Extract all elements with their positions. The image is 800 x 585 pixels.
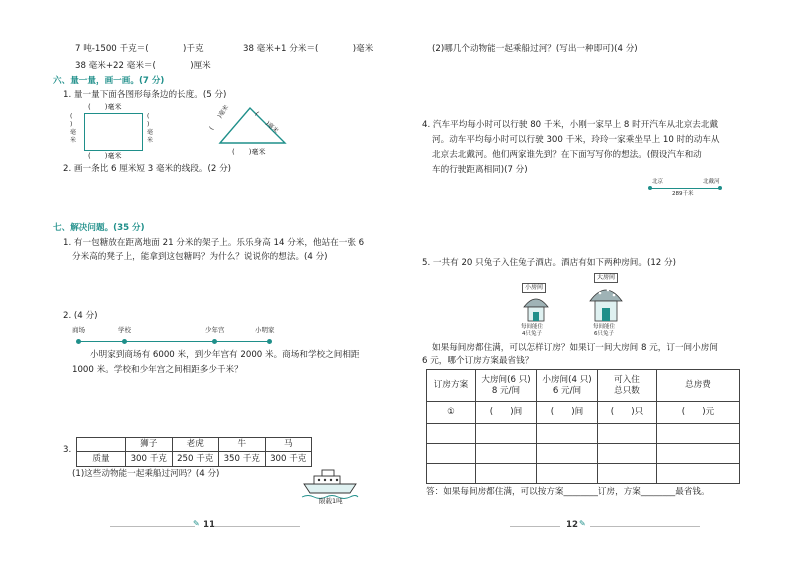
map-place-youth-palace: 少年宫: [205, 326, 225, 334]
table-cell: 300 千克: [126, 452, 173, 467]
table-row: [427, 444, 740, 464]
map-dot-xiaoming-home: [267, 339, 272, 344]
q4-line-3: 北京去北戴河。他们两家谁先到？在下面写写你的想法。(假设汽车和动: [432, 150, 702, 160]
s7-q1-line-1: 1. 有一包糖放在距离地面 21 分米的架子上。乐乐身高 14 分米，他站在一张 6: [63, 238, 365, 248]
table-cell[interactable]: ( )元: [657, 402, 740, 424]
table-row: [427, 402, 740, 424]
small-room-sign: 小房间: [522, 283, 546, 293]
table-cell[interactable]: [537, 444, 598, 464]
q4-from-label: 北京: [652, 179, 664, 185]
tri-right-label: ( )毫米: [253, 110, 280, 135]
table-header-cost: 总房费: [657, 370, 740, 402]
q5-line-3: 6 元，哪个订房方案最省钱？: [422, 356, 534, 366]
q4-dot-beijing: [648, 186, 652, 190]
q4-to-label: 北戴河: [703, 179, 720, 185]
map-place-school: 学校: [118, 326, 131, 334]
page-number-right: 12: [566, 520, 578, 530]
table-cell[interactable]: [657, 464, 740, 484]
booking-plan-table: [426, 369, 740, 484]
tri-left-label: ( )毫米: [208, 103, 231, 132]
animal-weight-table: [76, 437, 312, 467]
table-cell[interactable]: ( )只: [598, 402, 657, 424]
table-header-plan: 订房方案: [427, 370, 476, 402]
rect-left-label: ( ) 毫米: [70, 113, 77, 144]
q4-line-4: 车的行驶距离相同)(7 分): [432, 165, 528, 175]
section-7-title: 七、解决问题。(35 分): [53, 223, 145, 233]
page-footer-line-left: [110, 526, 195, 527]
table-cell[interactable]: [537, 464, 598, 484]
s7-q3-sub-1: (1)这些动物能一起乘船过河吗？(4 分): [72, 469, 220, 479]
table-cell[interactable]: [427, 424, 476, 444]
s7-q1-line-2: 分米高的凳子上，能拿到这包糖吗？为什么？说说你的想法。(4 分): [72, 252, 328, 262]
table-cell[interactable]: [657, 444, 740, 464]
table-header-big-room: 大房间(6 只) 8 元/间: [476, 370, 537, 402]
page-footer-line-right: [215, 526, 300, 527]
table-cell: 300 千克: [265, 452, 312, 467]
page-number-left: 11: [203, 520, 215, 530]
table-cell[interactable]: [427, 464, 476, 484]
table-cell: 老虎: [172, 438, 219, 452]
rectangle-figure: [84, 113, 143, 151]
table-header-row: [427, 370, 740, 402]
s6-question-1: 1. 量一量下面各图形每条边的长度。(5 分): [63, 90, 227, 100]
page-footer-line-left: [510, 526, 560, 527]
q4-dot-beidaihe: [718, 186, 722, 190]
s7-q2-line-2: 1000 米。学校和少年宫之间相距多少千米？: [72, 365, 243, 375]
rect-right-label: ( ) 毫米: [147, 113, 154, 144]
table-cell[interactable]: [476, 424, 537, 444]
table-cell[interactable]: [476, 464, 537, 484]
boat-capacity-label: 限载1吨: [319, 497, 343, 505]
fill-line-2a: 38 毫米+22 毫米＝( )厘米: [75, 61, 211, 71]
table-header-row: [77, 438, 312, 452]
q4-distance-label: 289千米: [672, 191, 694, 197]
fill-line-1b: 38 毫米+1 分米＝( )毫米: [243, 44, 374, 54]
table-cell[interactable]: ( )间: [537, 402, 598, 424]
table-cell[interactable]: [598, 424, 657, 444]
right-page: [400, 0, 800, 585]
rect-top-label: ( )毫米: [88, 103, 122, 111]
q5-answer-line: 答：如果每间房都住满，可以按方案________订房，方案________最省钱。: [426, 487, 710, 497]
table-cell: 350 千克: [219, 452, 266, 467]
table-row: [427, 464, 740, 484]
table-cell: 牛: [219, 438, 266, 452]
map-place-mall: 商场: [72, 326, 85, 334]
map-dot-mall: [76, 339, 81, 344]
section-6-title: 六、量一量，画一画。(7 分): [53, 76, 165, 86]
small-room-capacity-1: 每间能住: [521, 324, 544, 330]
table-cell: 狮子: [126, 438, 173, 452]
tri-bottom-label: ( )毫米: [232, 148, 266, 156]
map-place-xiaoming-home: 小明家: [255, 326, 275, 334]
big-room-sign: 大房间: [594, 273, 618, 283]
s7-q3-label: 3.: [63, 445, 72, 455]
map-dot-youth-palace: [212, 339, 217, 344]
s7-q2-line-1: 小明家到商场有 6000 米，到少年宫有 2000 米。商场和学校之间相距: [90, 350, 360, 360]
q3-sub-2: (2)哪几个动物能一起乘船过河？(写出一种即可)(4 分): [432, 44, 638, 54]
table-cell[interactable]: [657, 424, 740, 444]
big-room-capacity-1: 每间能住: [593, 324, 616, 330]
pencil-icon: ✎: [579, 519, 586, 528]
q4-distance-line: [650, 188, 720, 189]
table-cell: 质量: [77, 452, 126, 467]
q5-line-2: 如果每间房都住满，可以怎样订房？如果订一间大房间 8 元，订一间小房间: [432, 343, 718, 353]
big-room-house-icon: [588, 283, 624, 323]
table-cell: ①: [427, 402, 476, 424]
table-cell[interactable]: [598, 444, 657, 464]
map-dot-school: [122, 339, 127, 344]
table-cell: 马: [265, 438, 312, 452]
table-header-total-rabbits: 可入住 总只数: [598, 370, 657, 402]
table-header-small-room: 小房间(4 只) 6 元/间: [537, 370, 598, 402]
s7-q2-label: 2. (4 分): [63, 311, 98, 321]
small-room-house-icon: [522, 293, 550, 323]
q4-line-2: 河。动车平均每小时可以行驶 300 千米，玲玲一家乘坐早上 10 时的动车从: [432, 135, 720, 145]
table-cell[interactable]: [427, 444, 476, 464]
table-cell[interactable]: [537, 424, 598, 444]
q5-line-1: 5. 一共有 20 只兔子入住兔子酒店。酒店有如下两种房间。(12 分): [422, 258, 676, 268]
table-cell[interactable]: ( )间: [476, 402, 537, 424]
big-room-capacity-2: 6只兔子: [594, 331, 614, 337]
page-footer-line-right: [590, 526, 700, 527]
triangle-figure: [205, 100, 295, 155]
small-room-capacity-2: 4只兔子: [522, 331, 542, 337]
table-row: [427, 424, 740, 444]
fill-line-1a: 7 吨-1500 千克＝( )千克: [75, 44, 204, 54]
rect-bottom-label: ( )毫米: [88, 152, 122, 160]
table-cell[interactable]: [598, 464, 657, 484]
map-route-line: [78, 341, 270, 342]
q4-line-1: 4. 汽车平均每小时可以行驶 80 千米，小刚一家早上 8 时开汽车从北京去北戴: [422, 120, 719, 130]
table-cell[interactable]: [476, 444, 537, 464]
table-cell: 250 千克: [172, 452, 219, 467]
s6-question-2: 2. 画一条比 6 厘米短 3 毫米的线段。(2 分): [63, 164, 232, 174]
table-cell: [77, 438, 126, 452]
table-row: [77, 452, 312, 467]
pencil-icon: ✎: [193, 519, 200, 528]
